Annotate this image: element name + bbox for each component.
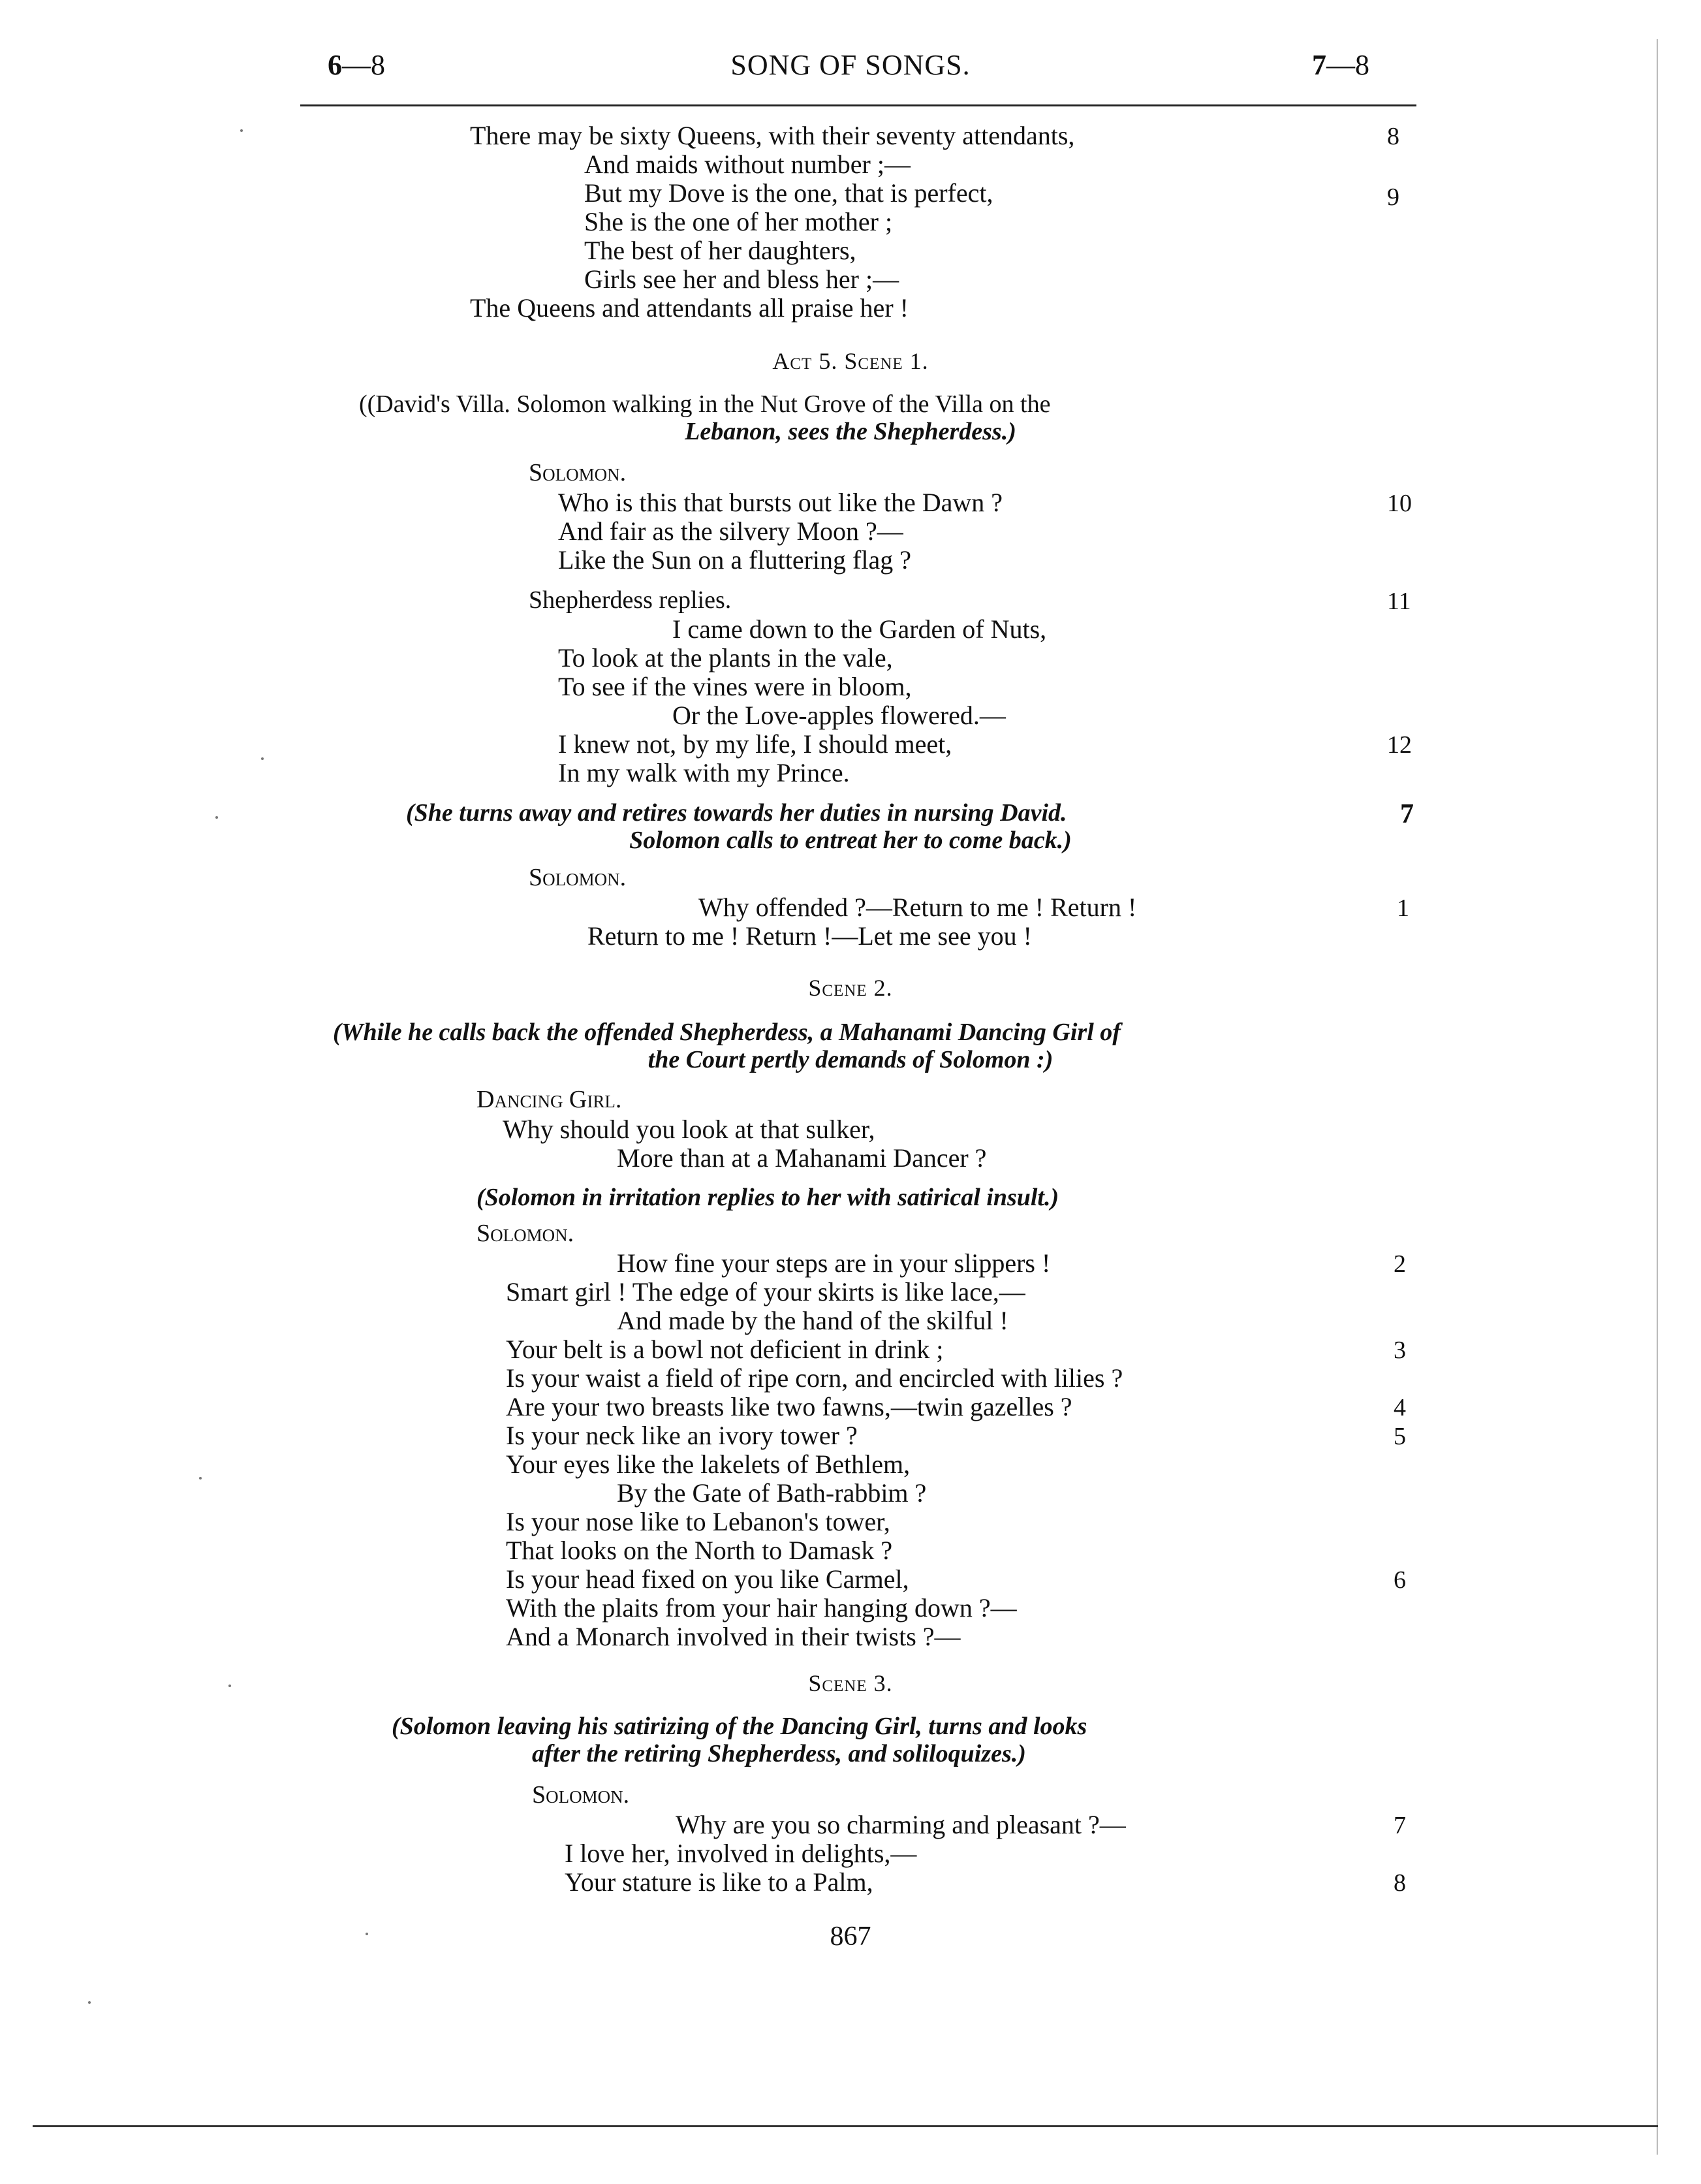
chapter-number-left: 6	[328, 49, 342, 81]
text-line: Return to me ! Return !—Let me see you !	[587, 921, 1032, 951]
verse-number: 10	[1387, 490, 1412, 517]
speaker-name: Solomon.	[476, 1220, 574, 1247]
text-line: Are your two breasts like two fawns,—twin gazelles ?	[506, 1392, 1072, 1421]
text-line: The best of her daughters,	[584, 236, 856, 265]
text-line: And made by the hand of the skilful !	[617, 1306, 1008, 1335]
stage-direction: the Court pertly demands of Solomon :)	[648, 1046, 1053, 1073]
scan-speck	[366, 1933, 368, 1935]
speaker-name: Dancing Girl.	[476, 1086, 622, 1113]
text-line: Your belt is a bowl not deficient in drink ;	[506, 1335, 944, 1364]
scene-heading: Scene 3.	[808, 1670, 893, 1696]
text-line: Like the Sun on a fluttering flag ?	[558, 545, 911, 575]
text-run: (David's Villa. Solomon walking in the Nut Grove of the Villa on the	[367, 390, 1051, 418]
page-title: SONG OF SONGS.	[730, 49, 971, 81]
text-line: And a Monarch involved in their twists ?—	[506, 1622, 961, 1651]
verse-range-right: —8	[1326, 49, 1369, 81]
text-line: To see if the vines were in bloom,	[558, 672, 912, 701]
stage-direction: (While he calls back the offended Shepherdess, a Mahanami Dancing Girl of	[333, 1019, 1121, 1046]
verse-number: 3	[1394, 1337, 1406, 1364]
text-line: Girls see her and bless her ;—	[584, 264, 899, 294]
verse-number: 1	[1397, 894, 1409, 922]
verse-number: 12	[1387, 731, 1412, 759]
verse-number: 8	[1387, 123, 1399, 150]
scan-speck	[228, 1685, 231, 1687]
scan-speck	[240, 129, 243, 132]
text-line: And fair as the silvery Moon ?—	[558, 516, 903, 546]
stage-direction: Solomon calls to entreat her to come back.)	[629, 827, 1072, 854]
speaker-name: Shepherdess replies.	[529, 586, 732, 614]
text-line: Smart girl ! The edge of your skirts is like lace,—	[506, 1277, 1025, 1306]
stage-direction: Lebanon, sees the Shepherdess.)	[685, 418, 1016, 445]
scan-speck	[88, 2001, 91, 2004]
verse-number: 9	[1387, 183, 1399, 211]
scan-speck	[215, 816, 218, 819]
verse-number: 7	[1394, 1812, 1406, 1839]
verse-number: 5	[1394, 1423, 1406, 1450]
running-head-right	[1312, 51, 1369, 80]
scan-edge-bottom	[33, 2125, 1658, 2127]
text-line: Your eyes like the lakelets of Bethlem,	[506, 1449, 911, 1479]
text-line: Is your waist a field of ripe corn, and encircled with lilies ?	[506, 1363, 1123, 1393]
text-line: Why offended ?—Return to me ! Return !	[698, 893, 1137, 922]
text-line: With the plaits from your hair hanging down ?—	[506, 1593, 1017, 1622]
text-line: Is your neck like an ivory tower ?	[506, 1421, 858, 1450]
text-line: The Queens and attendants all praise her !	[470, 293, 909, 323]
text-line: By the Gate of Bath-rabbim ?	[617, 1478, 927, 1508]
text-line: And maids without number ;—	[584, 150, 911, 179]
page-number: 867	[830, 1922, 871, 1952]
speaker-name: Solomon.	[532, 1781, 630, 1809]
stage-direction: (She turns away and retires towards her duties in nursing David.	[406, 799, 1067, 827]
text-line: How fine your steps are in your slippers !	[617, 1248, 1051, 1278]
text-line: Your stature is like to a Palm,	[565, 1867, 873, 1897]
verse-range-left: —8	[342, 49, 385, 81]
stage-direction: (Solomon leaving his satirizing of the Dancing Girl, turns and looks	[392, 1713, 1087, 1740]
text-line: I knew not, by my life, I should meet,	[558, 729, 952, 759]
text-line: To look at the plants in the vale,	[558, 643, 893, 673]
speaker-name: Solomon.	[529, 864, 627, 891]
scan-edge-right	[1657, 39, 1658, 2155]
scan-speck	[199, 1477, 202, 1480]
text-line: More than at a Mahanami Dancer ?	[617, 1143, 987, 1173]
text-line: That looks on the North to Damask ?	[506, 1536, 893, 1565]
scan-speck	[261, 757, 264, 760]
chapter-number-right: 7	[1312, 49, 1326, 81]
text-line: Why should you look at that sulker,	[503, 1115, 875, 1144]
text-line: In my walk with my Prince.	[558, 758, 850, 787]
act-scene-heading: Act 5. Scene 1.	[772, 348, 929, 374]
stage-direction: after the retiring Shepherdess, and soliloquizes.)	[532, 1740, 1026, 1767]
verse-number: 4	[1394, 1394, 1406, 1421]
text-line: I love her, involved in delights,—	[565, 1839, 917, 1868]
chapter-number: 7	[1400, 799, 1414, 829]
verse-number: 6	[1394, 1566, 1406, 1594]
text-line: Is your nose like to Lebanon's tower,	[506, 1507, 890, 1536]
text-line: I came down to the Garden of Nuts,	[672, 614, 1047, 644]
text-line: Or the Love-apples flowered.—	[672, 701, 1006, 730]
header-rule	[300, 104, 1416, 106]
text-line: Is your head fixed on you like Carmel,	[506, 1564, 909, 1594]
text-line: There may be sixty Queens, with their seventy attendants,	[470, 121, 1075, 150]
verse-number: 2	[1394, 1250, 1406, 1278]
text-line: She is the one of her mother ;	[584, 207, 893, 236]
stage-direction: (Solomon in irritation replies to her with satirical insult.)	[476, 1184, 1059, 1211]
speaker-name: Solomon.	[529, 459, 627, 486]
text-line: Why are you so charming and pleasant ?—	[676, 1810, 1126, 1839]
verse-number: 8	[1394, 1869, 1406, 1897]
text-line: Who is this that bursts out like the Dawn ?	[558, 488, 1003, 517]
stage-direction: ((David's Villa. Solomon walking in the Nut Grove of the Villa on the	[359, 390, 1051, 418]
verse-number: 11	[1387, 588, 1411, 615]
scene-heading: Scene 2.	[808, 975, 893, 1001]
text-line: But my Dove is the one, that is perfect,	[584, 178, 993, 208]
